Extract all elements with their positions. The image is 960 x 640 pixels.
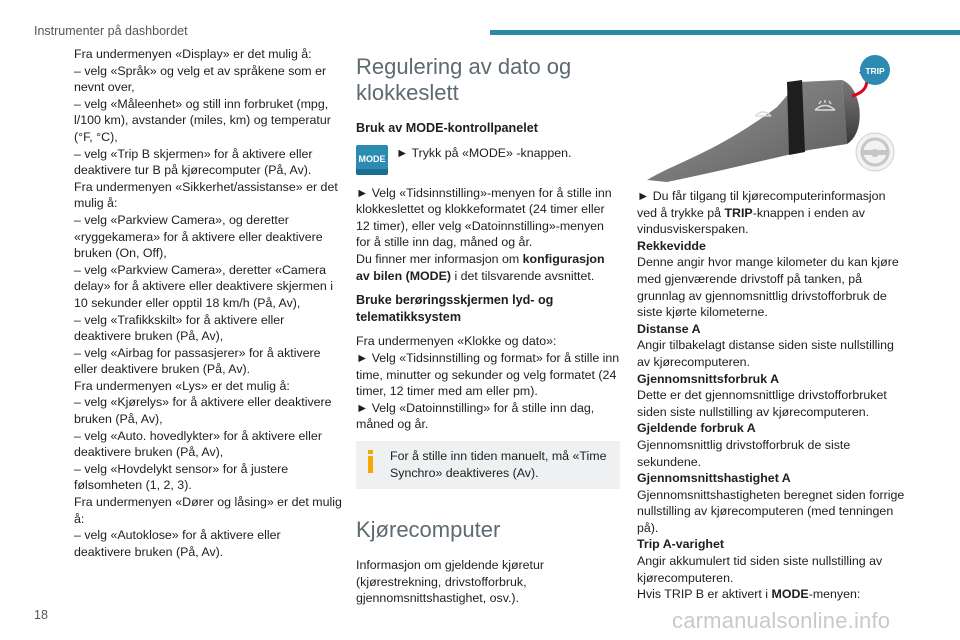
text-line: deaktivere bruken (På, Av). xyxy=(74,544,224,559)
trip-item-text: Angir akkumulert tid siden siste nullstilling av kjørecomputeren. xyxy=(637,554,883,585)
subheading-mode-panel: Bruk av MODE-kontrollpanelet xyxy=(356,121,538,135)
text-line: «ryggekamera» for å aktivere eller deaktivere xyxy=(74,229,323,244)
text-line: – velg «Autoklose» for å aktivere eller xyxy=(74,528,281,543)
trip-item-title: Gjennomsnittsforbruk A xyxy=(637,371,780,386)
trip-badge-label: TRIP xyxy=(865,66,885,76)
info-icon xyxy=(364,448,378,481)
text-line: – velg «Måleenhet» og still inn forbruket (mpg, xyxy=(74,96,329,111)
trip-info-list xyxy=(637,238,907,586)
text-line: Fra undermenyen «Display» er det mulig å: xyxy=(74,47,312,61)
paragraph-time-settings: ► Velg «Tidsinnstilling»-menyen for å stille inn klokkeslettet og klokkeformatet (24 timer eller 12 timer), eller velg «Datoinnstilling»-menyen for å stille inn dag, måned og år. xyxy=(356,185,612,250)
paragraph-trip-computer-intro: Informasjon om gjeldende kjøretur (kjørestrekning, drivstofforbruk, gjennomsnittshastighet, osv.). xyxy=(356,558,545,606)
paragraph-date-setting: ► Velg «Datoinnstilling» for å stille inn dag, måned og år. xyxy=(356,400,595,432)
text-run: Hvis TRIP B er aktivert i xyxy=(637,587,772,602)
section-heading-date-time: Regulering av dato og klokkeslett xyxy=(356,54,572,105)
paragraph-time-format: ► Velg «Tidsinnstilling og format» for å stille inn time, minutter og sekunder og velg formatet (24 timer, 12 timer med am eller pm). xyxy=(356,350,620,399)
text-line: å: xyxy=(74,511,85,526)
column-left xyxy=(74,46,344,560)
text-line: – velg «Parkview Camera», og deretter xyxy=(74,212,289,227)
trip-item-title: Trip A-varighet xyxy=(637,537,724,552)
text-line: nevnt over, xyxy=(74,80,135,95)
chapter-heading-trip-computer: Kjørecomputer xyxy=(356,517,501,543)
trip-item-text: Denne angir hvor mange kilometer du kan kjøre med gjenværende drivstoff på tanken, på grunnlag av gjennomsnittlig drivstofforbruk de siste kjørte kilometerne. xyxy=(637,255,899,320)
text-run: -menyen: xyxy=(808,587,861,602)
text-line: Fra undermenyen «Sikkerhet/assistanse» er det xyxy=(74,179,338,194)
column-middle xyxy=(356,46,620,607)
text-run-bold: TRIP xyxy=(724,205,753,220)
trip-item-title: Rekkevidde xyxy=(637,238,706,253)
text-run: -knappen i enden av vindusviskerspaken. xyxy=(637,205,865,237)
trip-item-text: Dette er det gjennomsnittlige drivstofforbruket siden siste nullstilling av kjørecomputeren. xyxy=(637,388,887,419)
text-line: – velg «Airbag for passasjerer» for å aktivere xyxy=(74,345,321,360)
text-line: deaktivere bruken (På, Av), xyxy=(74,445,224,460)
mode-step-row xyxy=(356,145,620,175)
trip-item-title: Distanse A xyxy=(637,321,701,336)
text-line: mulig å: xyxy=(74,196,118,211)
running-header: Instrumenter på dashbordet xyxy=(34,24,188,38)
subheading-touchscreen: Bruke berøringsskjermen lyd- og telematikksystem xyxy=(356,293,554,324)
text-line: bruken (På, Av), xyxy=(74,412,163,427)
mode-step-text: ► Trykk på «MODE» -knappen. xyxy=(396,145,572,160)
trip-item-text: Gjennomsnittlig drivstofforbruk de siste sekundene. xyxy=(637,437,851,469)
trip-item-title: Gjeldende forbruk A xyxy=(637,421,756,436)
mode-button-icon: MODE xyxy=(356,145,388,175)
text-run-bold: konfigurasjon av bilen (MODE) xyxy=(356,251,605,283)
text-line: – velg «Parkview Camera», deretter «Camera xyxy=(74,262,327,277)
watermark: carmanualsonline.info xyxy=(672,608,891,633)
text-line: – velg «Trip B skjermen» for å aktivere eller xyxy=(74,146,313,161)
trip-item-title: Gjennomsnittshastighet A xyxy=(637,471,791,486)
text-line: – velg «Språk» og velg et av språkene som er xyxy=(74,63,327,78)
text-line: Fra undermenyen «Lys» er det mulig å: xyxy=(74,378,290,393)
paragraph-trip-b xyxy=(637,586,907,603)
text-line: deaktivere bruken (På, Av), xyxy=(74,329,224,344)
wiper-stalk-icon xyxy=(637,52,897,182)
trip-item-text: Angir tilbakelagt distanse siden siste nullstilling av kjørecomputeren. xyxy=(637,338,894,369)
text-line: 10 sekunder eller opptil 18 km/h (På, Av), xyxy=(74,295,301,310)
text-run: Du finner mer informasjon om xyxy=(356,251,523,266)
header-accent-bar xyxy=(490,30,960,35)
paragraph-trip-access xyxy=(637,188,907,238)
text-run-bold: MODE xyxy=(771,587,809,602)
trip-item-text: Gjennomsnittshastigheten beregnet siden forrige nullstilling av kjørecomputeren (med tenningen på). xyxy=(637,487,905,535)
text-line: følsomheten (1, 2, 3). xyxy=(74,478,192,493)
wiper-stalk-illustration xyxy=(637,52,897,182)
text-line: delay» for å aktivere eller deaktivere skjermen i xyxy=(74,279,333,294)
paragraph-clock-date-menu: Fra undermenyen «Klokke og dato»: xyxy=(356,334,557,349)
text-line: eller deaktivere bruken (På, Av). xyxy=(74,362,251,377)
text-line: – velg «Auto. hovedlykter» for å aktivere eller xyxy=(74,428,322,443)
info-note-text: For å stille inn tiden manuelt, må «Time Synchro» deaktiveres (Av). xyxy=(390,448,607,480)
page-number: 18 xyxy=(34,608,48,622)
text-run: i det tilsvarende avsnittet. xyxy=(451,268,595,283)
text-line: bruken (On, Off), xyxy=(74,246,167,261)
info-note xyxy=(356,441,620,489)
text-line: l/100 km), avstander (miles, km) og temperatur xyxy=(74,113,331,128)
text-line: – velg «Hovdelykt sensor» for å justere xyxy=(74,461,289,476)
text-run: ► Du får tilgang til kjørecomputerinformasjon ved å trykke på xyxy=(637,189,886,220)
text-line: – velg «Kjørelys» for å aktivere eller deaktivere xyxy=(74,395,332,410)
column-right xyxy=(637,46,907,603)
text-line: – velg «Trafikkskilt» for å aktivere eller xyxy=(74,312,285,327)
text-line: (°F, °C), xyxy=(74,129,118,144)
paragraph-more-info xyxy=(356,251,620,284)
text-line: deaktivere tur B på kjørecomputer (På, Av). xyxy=(74,163,312,178)
text-line: Fra undermenyen «Dører og låsing» er det mulig xyxy=(74,495,342,510)
